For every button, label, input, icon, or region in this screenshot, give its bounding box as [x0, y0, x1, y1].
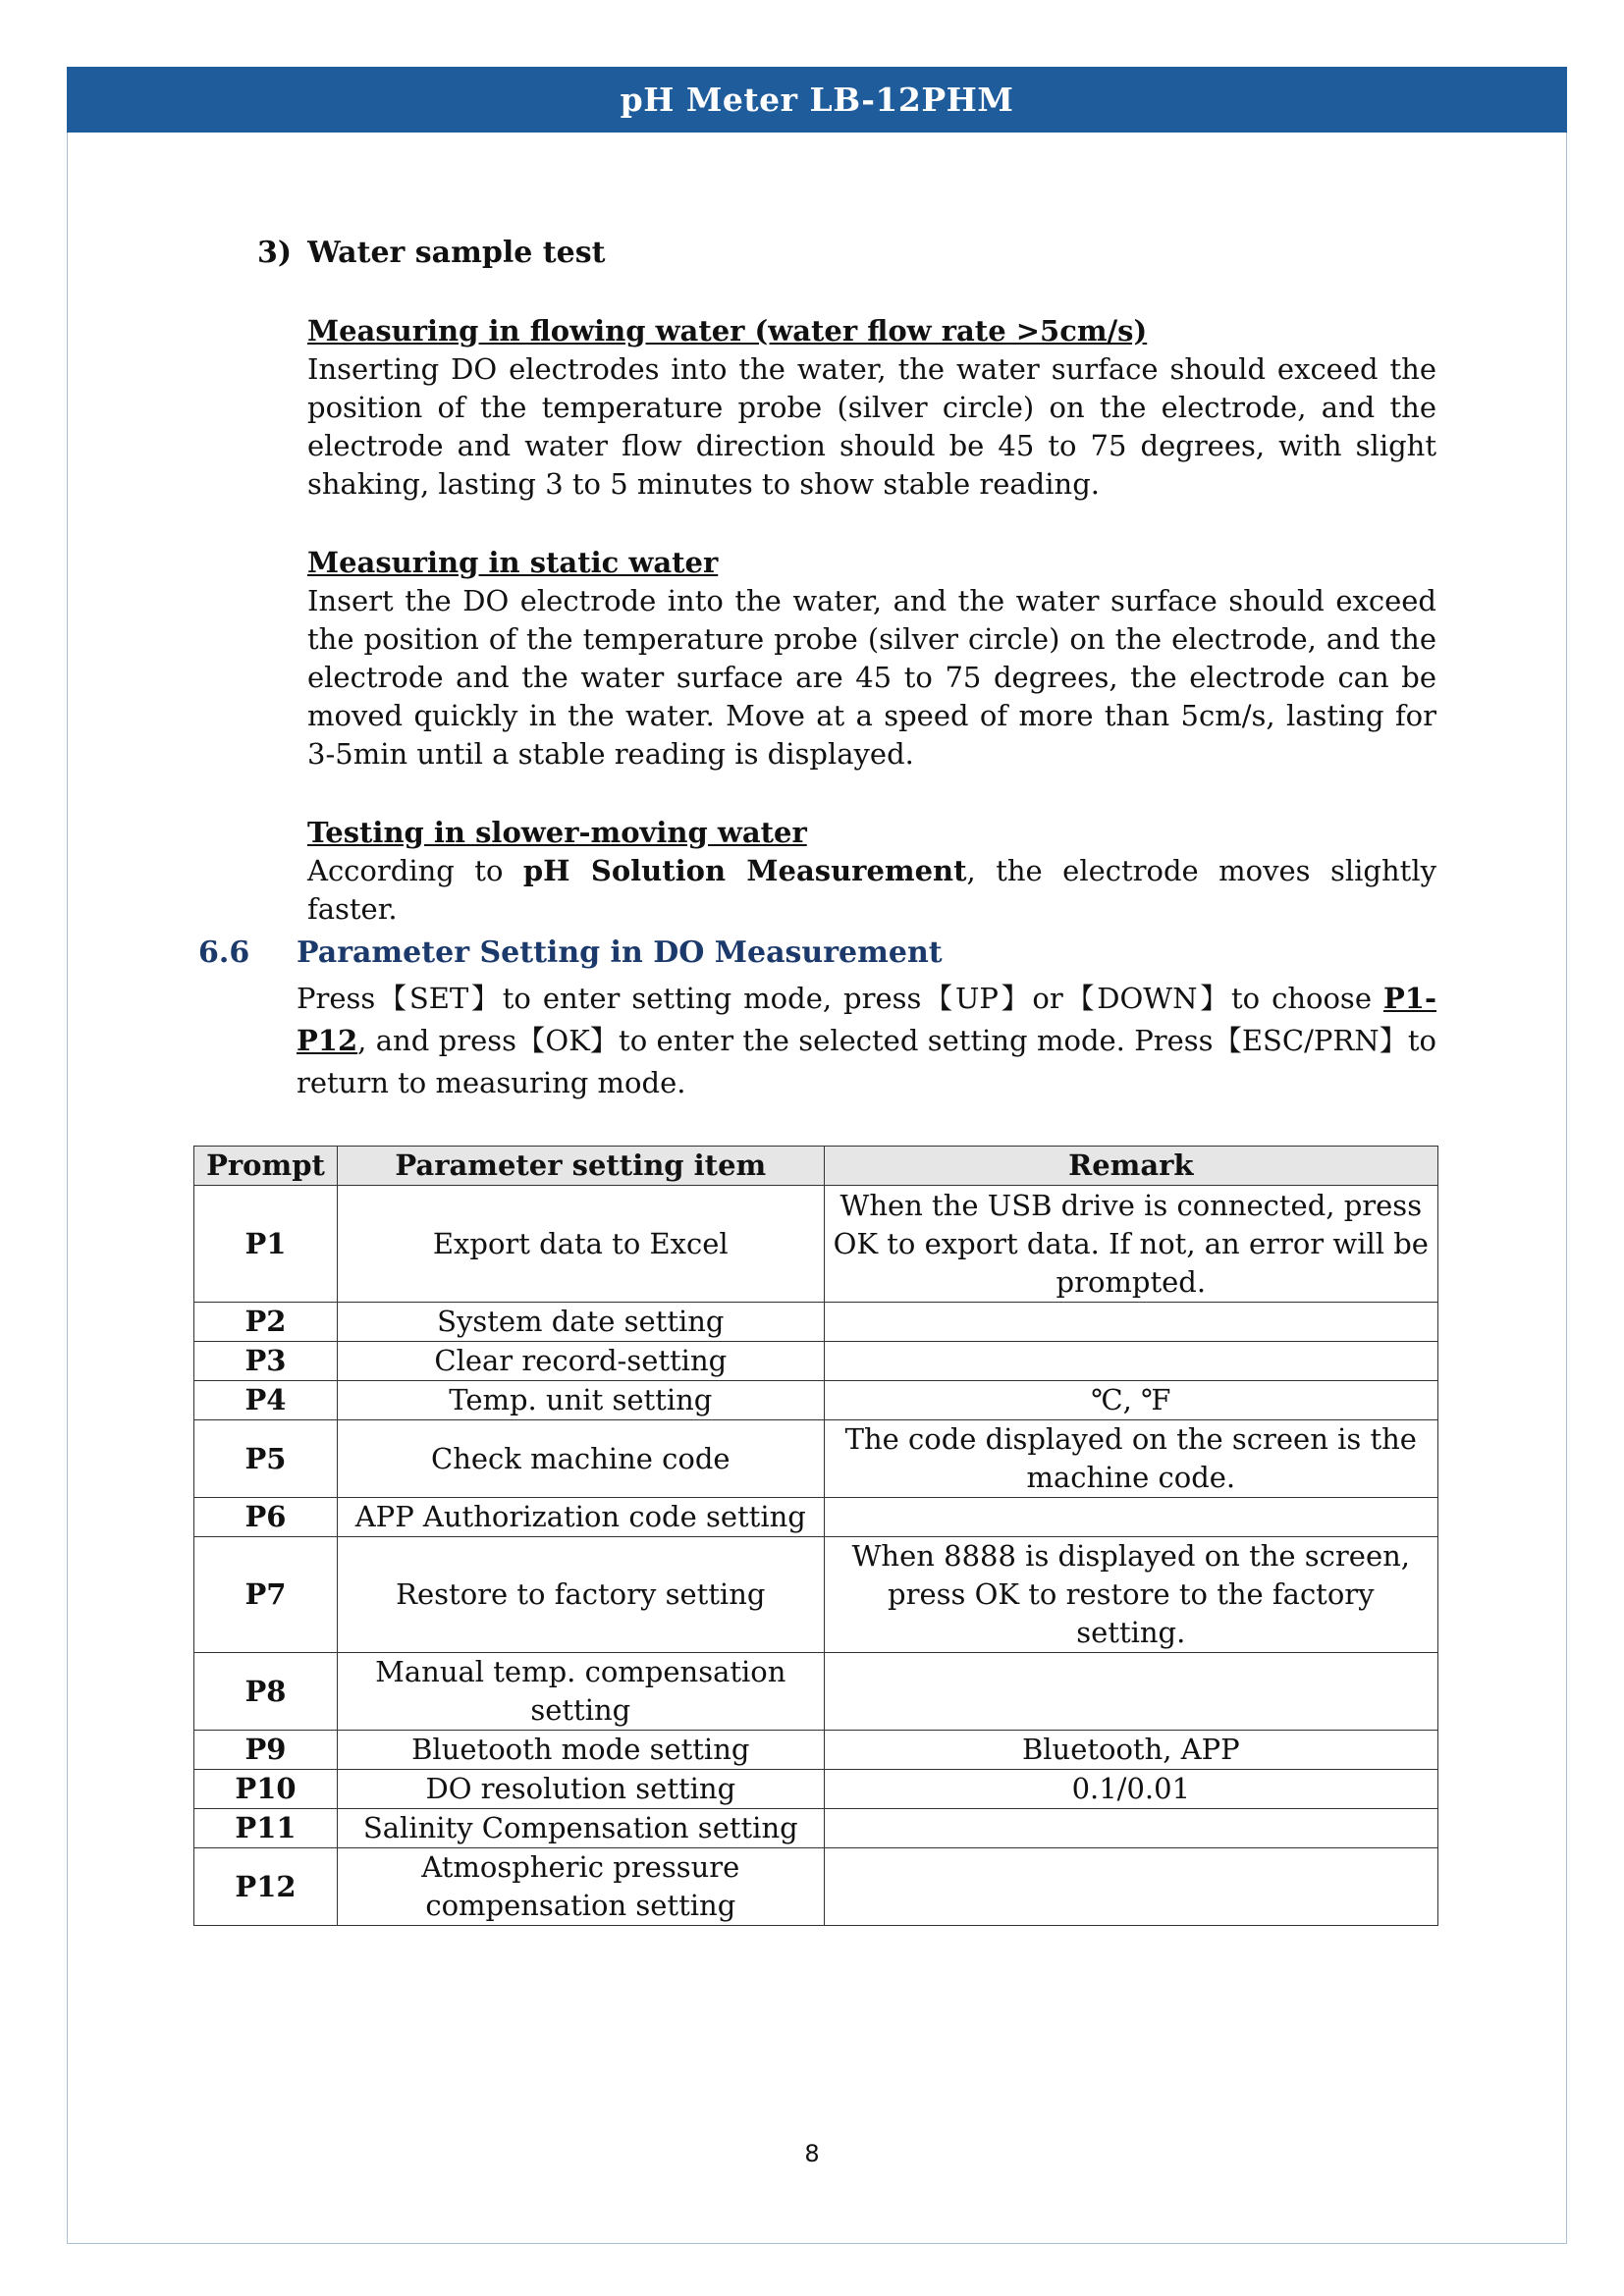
cell-item: Temp. unit setting — [337, 1381, 824, 1420]
section-number: 6.6 — [198, 935, 250, 970]
table-header-row — [194, 1147, 1438, 1186]
cell-remark — [824, 1848, 1437, 1926]
cell-item: Clear record-setting — [337, 1342, 824, 1381]
page-header — [67, 67, 1567, 133]
slower-water-block — [307, 814, 1436, 929]
header-title: pH Meter LB-12PHM — [620, 80, 1014, 119]
parameter-table — [193, 1146, 1438, 1926]
table-row — [194, 1381, 1438, 1420]
table-row — [194, 1653, 1438, 1731]
cell-prompt: P10 — [194, 1770, 338, 1809]
cell-prompt: P7 — [194, 1537, 338, 1653]
table-row — [194, 1186, 1438, 1303]
section-6-6-text: Press【SET】to enter setting mode, press【UP】or【DOWN】to choose P1-P12, and press【OK】to enter the selected setting mode. Press【ESC/PRN】to return to measuring mode. — [297, 982, 1436, 1099]
table-row — [194, 1498, 1438, 1537]
cell-prompt: P12 — [194, 1848, 338, 1926]
cell-remark: The code displayed on the screen is the machine code. — [824, 1420, 1437, 1498]
static-water-block — [307, 544, 1436, 774]
cell-remark — [824, 1653, 1437, 1731]
cell-item: Bluetooth mode setting — [337, 1731, 824, 1770]
table-row — [194, 1848, 1438, 1926]
cell-remark — [824, 1303, 1437, 1342]
cell-prompt: P9 — [194, 1731, 338, 1770]
cell-item: Manual temp. compensation setting — [337, 1653, 824, 1731]
table-row — [194, 1420, 1438, 1498]
cell-prompt: P3 — [194, 1342, 338, 1381]
cell-remark: When the USB drive is connected, press OK to export data. If not, an error will be prompted. — [824, 1186, 1437, 1303]
cell-remark — [824, 1498, 1437, 1537]
cell-remark — [824, 1342, 1437, 1381]
cell-item: Export data to Excel — [337, 1186, 824, 1303]
static-water-text: Insert the DO electrode into the water, and the water surface should exceed the position of the temperature probe (silver circle) on the electrode, and the electrode and the water surface are 45 to 75 degrees, the electrode can be moved quickly in the water. Move at a speed of more than 5cm/s, lasting for 3-5min until a stable reading is displayed. — [307, 584, 1436, 771]
flowing-water-block — [307, 312, 1436, 504]
table-row — [194, 1303, 1438, 1342]
table-row — [194, 1537, 1438, 1653]
subsection-title-text: Water sample test — [307, 236, 606, 270]
static-water-heading: Measuring in static water — [307, 546, 719, 579]
cell-item: Restore to factory setting — [337, 1537, 824, 1653]
cell-prompt: P8 — [194, 1653, 338, 1731]
subsection-title — [257, 236, 605, 270]
cell-item: System date setting — [337, 1303, 824, 1342]
section-title: Parameter Setting in DO Measurement — [297, 935, 943, 970]
cell-remark: 0.1/0.01 — [824, 1770, 1437, 1809]
cell-prompt: P6 — [194, 1498, 338, 1537]
flowing-water-heading: Measuring in flowing water (water flow rate >5cm/s) — [307, 314, 1148, 347]
header-item: Parameter setting item — [337, 1147, 824, 1186]
subsection-number: 3) — [257, 236, 293, 270]
table-row — [194, 1731, 1438, 1770]
slower-water-text: According to pH Solution Measurement, the electrode moves slightly faster. — [307, 854, 1436, 926]
cell-item: Atmospheric pressure compensation setting — [337, 1848, 824, 1926]
cell-prompt: P1 — [194, 1186, 338, 1303]
page-number: 8 — [804, 2140, 820, 2167]
cell-remark — [824, 1809, 1437, 1848]
cell-remark: When 8888 is displayed on the screen, press OK to restore to the factory setting. — [824, 1537, 1437, 1653]
table-row — [194, 1770, 1438, 1809]
cell-item: Check machine code — [337, 1420, 824, 1498]
cell-prompt: P4 — [194, 1381, 338, 1420]
section-6-6-heading — [198, 935, 943, 970]
cell-item: Salinity Compensation setting — [337, 1809, 824, 1848]
cell-remark: Bluetooth, APP — [824, 1731, 1437, 1770]
cell-item: DO resolution setting — [337, 1770, 824, 1809]
cell-prompt: P11 — [194, 1809, 338, 1848]
table-row — [194, 1342, 1438, 1381]
flowing-water-text: Inserting DO electrodes into the water, the water surface should exceed the position of the temperature probe (silver circle) on the electrode, and the electrode and water flow direction should be 45 to 75 degrees, with slight shaking, lasting 3 to 5 minutes to show stable reading. — [307, 352, 1436, 501]
table-row — [194, 1809, 1438, 1848]
cell-prompt: P2 — [194, 1303, 338, 1342]
slower-water-heading: Testing in slower-moving water — [307, 816, 807, 849]
cell-prompt: P5 — [194, 1420, 338, 1498]
cell-item: APP Authorization code setting — [337, 1498, 824, 1537]
cell-remark: ℃, ℉ — [824, 1381, 1437, 1420]
header-prompt: Prompt — [194, 1147, 338, 1186]
header-remark: Remark — [824, 1147, 1437, 1186]
